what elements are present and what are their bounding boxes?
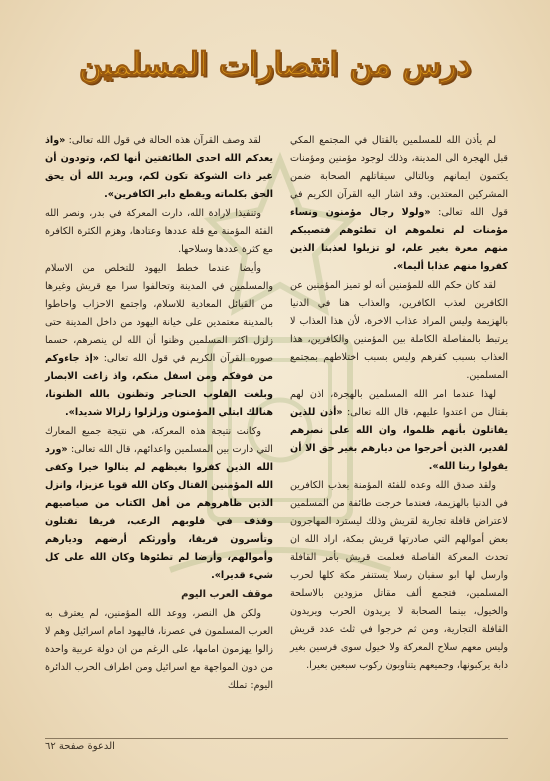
article-title: درس من انتصارات المسلمين <box>79 45 471 83</box>
page-footer: الدعوة صفحة ٦٢ <box>45 741 115 752</box>
section-subheading: موقف العرب اليوم <box>181 589 273 600</box>
paragraph: لم يأذن الله للمسلمين بالقتال في المجتمع المكي قبل الهجرة الى المدينة، وذلك لوجود مؤمنين ومؤمنات يكتمون ايمانهم وبالتالي سيقاتلهم الصحابة ضمن المشركين المعتدين. وقد اشار اليه القرآن الكريم في قول الله تعالى: «ولولا رجال مؤمنون ونساء مؤمنات لم تعلموهم ان تطئوهم فتصيبكم منهم معرة بغير علم، لو تزيلوا لعذبنا الذين كفروا منهم عذابا أليما». <box>290 135 508 272</box>
paragraph: ولقد صدق الله وعده للفئة المؤمنة بعذب الكافرين في الدنيا بالهزيمة، فعندما خرجت طائفة من المسلمين لاعتراض قافلة تجارية لقريش وذلك ليسترد المهاجرون بعض أموالهم التي صادرتها قريش بمكة، اراد الله ان تحدث المعركة الفاصلة فعلمت قريش بأمر القافلة وارسل لها ابو سفيان رسلا يستنفر مكة كلها لحرب المسلمين، فتجمع ألف مقاتل مزودين بالاسلحة والخيول، بينما الصحابة لا يريدون الحرب ويريدون القافلة التجارية، ومن ثم خرجوا في ثلث عدد قريش وليس معهم سلاح المعركة ولا خيول سوى فرسين بغير دابة يركبونها، وجميعهم يتناوبون ركوب سبعين بعيرا. <box>290 480 508 671</box>
paragraph: وأيضا عندما خطط اليهود للتخلص من الاسلام والمسلمين في المدينة وتحالفوا سرا مع قريش وغيرها من القبائل المعادية للاسلام، واجتمع الاحزاب واحاطوا بالمدينة معتمدين على خيانة اليهود من داخل المدينة حتى زلزل اكثر المسلمين وظنوا أن الله لن ينصرهم، حسما صوره القرآن الكريم في قول الله تعالى: «إذ جاءوكم من فوقكم ومن اسفل منكم، واذ زاغت الابصار وبلغت القلوب الحناجر وتظنون بالله الظنونا، هنالك ابتلي المؤمنون وزلزلوا زلزالا شديدا». <box>45 263 273 418</box>
paragraph: ولكن هل النصر، ووعد الله المؤمنين، لم يعترف به العرب المسلمون في عصرنا، فاليهود امام اسرائيل وهم لا زالوا يهزمون امامها، على الرغم من ان دولة عربية واحدة من دون المواجهة مع اسرائيل ومن اطراف الحرب الدائرة اليوم: تملك <box>45 608 273 691</box>
footer-rule <box>45 738 508 739</box>
paragraph: وكانت نتيجة هذه المعركة، هي نتيجة جميع المعارك التي دارت بين المسلمين واعدائهم، قال الله تعالى: «ورد الله الذين كفروا بغيظهم لم ينالوا خيرا وكفى الله المؤمنين القتال وكان الله قويا عزيزا، وانزل الذين ظاهروهم من أهل الكتاب من صياصيهم وقذف في قلوبهم الرعب، فريقا تقتلون وتأسرون فريقا، وأورثكم أرضهم وديارهم وأموالهم، وأرضا لم تطئوها وكان الله على كل شيء قديرا». <box>45 426 273 581</box>
left-column <box>45 132 273 696</box>
paragraph: لقد وصف القرآن هذه الحالة في قول الله تعالى: «واذ يعدكم الله احدى الطائفتين أنها لكم، وتودون أن غير ذات الشوكة تكون لكم، ويريد الله أن يحق الحق بكلماته ويقطع دابر الكافرين». <box>45 135 273 200</box>
right-column <box>290 132 508 676</box>
paragraph: لهذا عندما امر الله المسلمين بالهجرة، اذن لهم بقتال من اعتدوا عليهم، قال الله تعالى: «أذن للذين يقاتلون بأنهم ظلموا، وان الله على نصرهم لقدير، الذين أخرجوا من ديارهم بغير حق الا أن يقولوا ربنا الله». <box>290 389 508 472</box>
paragraph: وتنفيذا لارادة الله، دارت المعركة في بدر، ونصر الله الفئة المؤمنة مع قلة عددها وعتادها، وهزم الكثرة الكافرة مع كثرة عددها وسلاحها. <box>45 208 273 255</box>
paragraph: لقد كان حكم الله للمؤمنين أنه لو تميز المؤمنين عن الكافرين لعذب الكافرين، والعذاب هنا في الدنيا بالهزيمة وليس المراد عذاب الاخرة، لأن هذا العذاب لا يرتبط بالمفاصلة الكاملة بين المؤمنين والكافرين، هذا العذاب بسبب كفرهم وليس بسبب اختلاطهم بمجتمع المسلمين. <box>290 280 508 381</box>
